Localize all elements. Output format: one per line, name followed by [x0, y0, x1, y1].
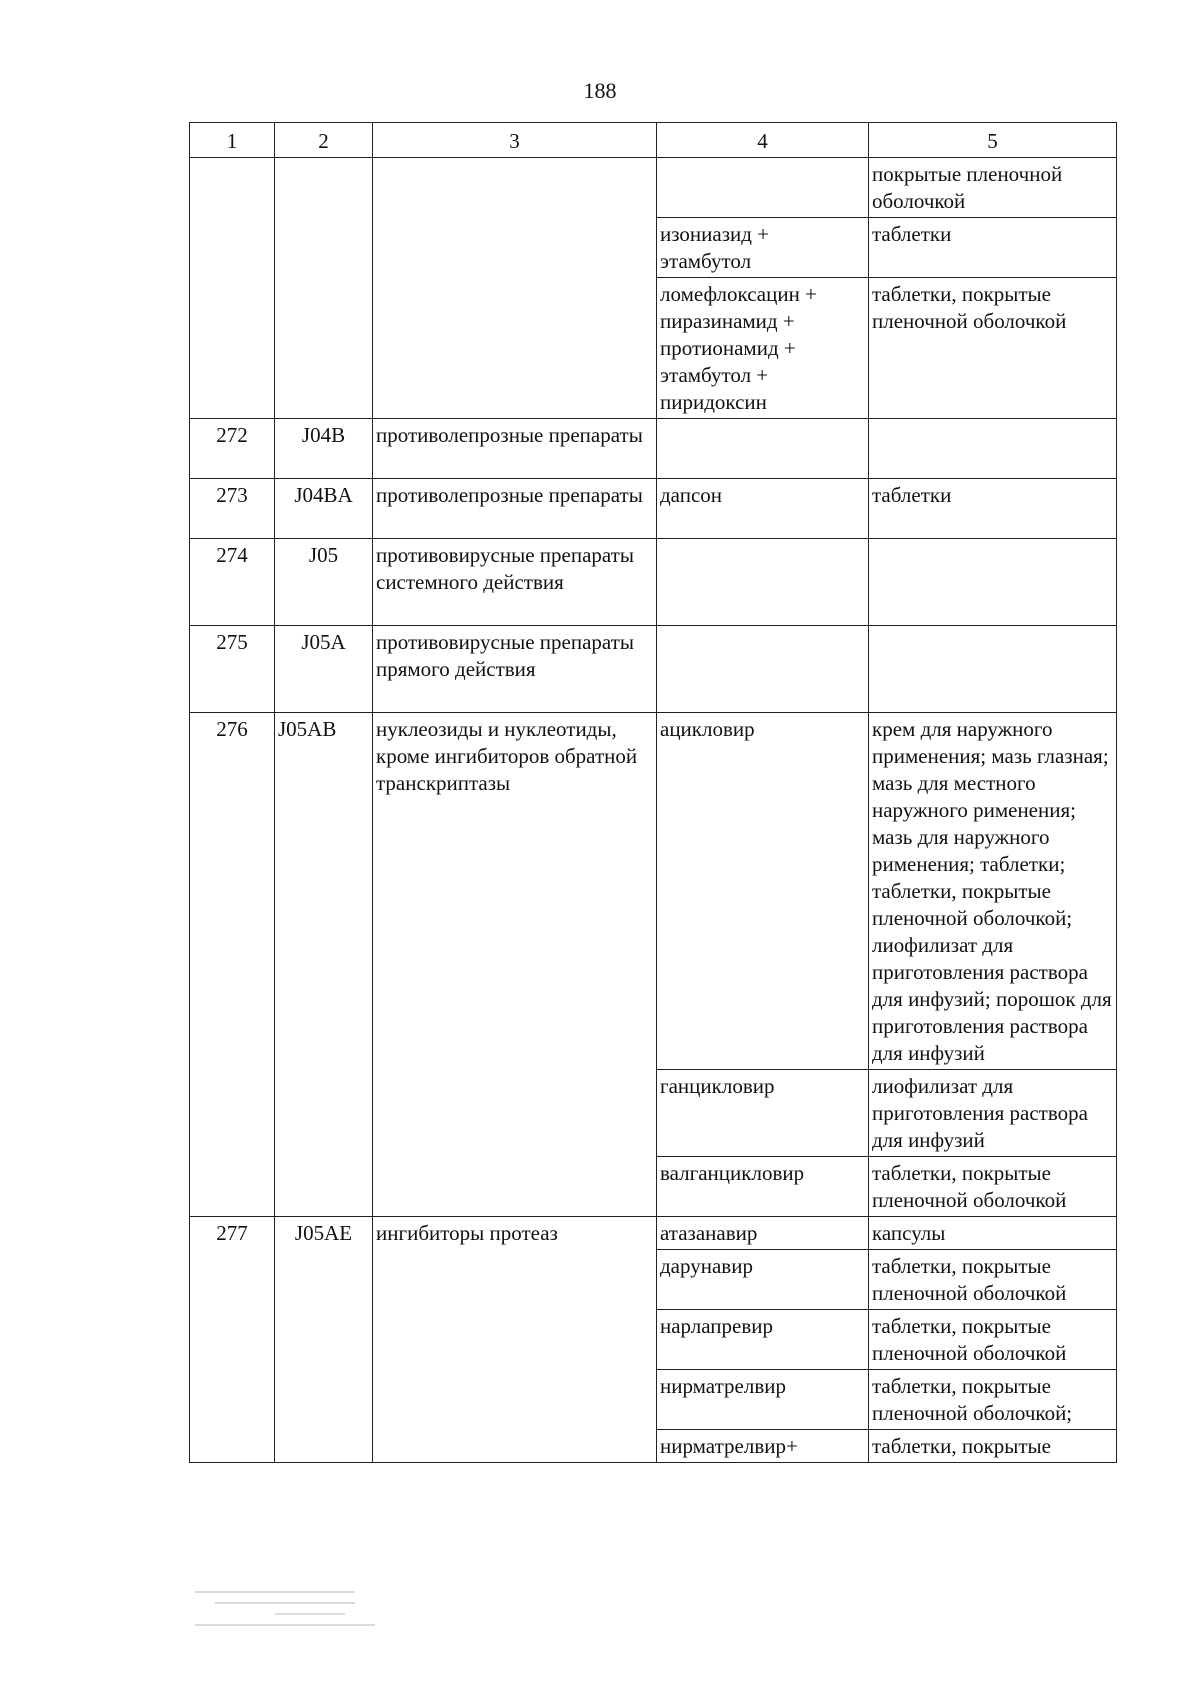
table-header-row — [190, 123, 1117, 158]
dosage-form: таблетки, покрытые пленочной оболочкой — [869, 1250, 1117, 1310]
row-number: 274 — [190, 539, 275, 626]
table-row — [190, 539, 1117, 626]
drug-name: дапсон — [657, 479, 869, 539]
atc-code: J04BA — [275, 479, 373, 539]
group-name: противовирусные препараты системного действия — [373, 539, 657, 626]
group-name: противолепрозные препараты — [373, 479, 657, 539]
table-row — [190, 713, 1117, 1070]
drug-table — [189, 122, 1117, 1463]
dosage-form — [869, 419, 1117, 479]
group-name: ингибиторы протеаз — [373, 1217, 657, 1463]
row-number: 276 — [190, 713, 275, 1217]
drug-name: нирматрелвир — [657, 1370, 869, 1430]
row-number — [190, 158, 275, 419]
table-row — [190, 1217, 1117, 1250]
dosage-form: лиофилизат для приготовления раствора для инфузий — [869, 1070, 1117, 1157]
dosage-form: таблетки, покрытые — [869, 1430, 1117, 1463]
dosage-form: крем для наружного применения; мазь глазная; мазь для местного наружного рименения; мазь для наружного рименения; таблетки; таблетки, покрытые пленочной оболочкой; лиофилизат для приготовления раствора для инфузий; порошок для приготовления раствора для инфузий — [869, 713, 1117, 1070]
atc-code: J05AB — [275, 713, 373, 1217]
row-number: 277 — [190, 1217, 275, 1463]
drug-name — [657, 419, 869, 479]
drug-name: нарлапревир — [657, 1310, 869, 1370]
dosage-form: таблетки, покрытые пленочной оболочкой — [869, 1157, 1117, 1217]
header-col-3: 3 — [373, 123, 657, 158]
atc-code — [275, 158, 373, 419]
row-number: 273 — [190, 479, 275, 539]
drug-name — [657, 158, 869, 218]
row-number: 275 — [190, 626, 275, 713]
drug-name: ганцикловир — [657, 1070, 869, 1157]
drug-name: изониазид + этамбутол — [657, 218, 869, 278]
table-row — [190, 626, 1117, 713]
drug-name — [657, 539, 869, 626]
group-name: противовирусные препараты прямого действия — [373, 626, 657, 713]
row-number: 272 — [190, 419, 275, 479]
group-name — [373, 158, 657, 419]
header-col-5: 5 — [869, 123, 1117, 158]
drug-name: ломефлоксацин + пиразинамид + протионамид + этамбутол + пиридоксин — [657, 278, 869, 419]
page-number: 188 — [583, 78, 617, 103]
group-name: противолепрозные препараты — [373, 419, 657, 479]
drug-name: нирматрелвир+ — [657, 1430, 869, 1463]
atc-code: J05 — [275, 539, 373, 626]
atc-code: J04B — [275, 419, 373, 479]
drug-name — [657, 626, 869, 713]
table-row — [190, 419, 1117, 479]
header-col-1: 1 — [190, 123, 275, 158]
drug-name: ацикловир — [657, 713, 869, 1070]
table-row — [190, 158, 1117, 218]
faded-stamp — [195, 1582, 395, 1652]
dosage-form: таблетки — [869, 218, 1117, 278]
dosage-form — [869, 626, 1117, 713]
dosage-form: капсулы — [869, 1217, 1117, 1250]
drug-name: атазанавир — [657, 1217, 869, 1250]
header-col-4: 4 — [657, 123, 869, 158]
dosage-form: таблетки, покрытые пленочной оболочкой — [869, 278, 1117, 419]
header-col-2: 2 — [275, 123, 373, 158]
dosage-form: таблетки, покрытые пленочной оболочкой; — [869, 1370, 1117, 1430]
atc-code: J05A — [275, 626, 373, 713]
dosage-form: таблетки — [869, 479, 1117, 539]
atc-code: J05AE — [275, 1217, 373, 1463]
dosage-form — [869, 539, 1117, 626]
drug-name: дарунавир — [657, 1250, 869, 1310]
group-name: нуклеозиды и нуклеотиды, кроме ингибиторов обратной транскриптазы — [373, 713, 657, 1217]
table-row — [190, 479, 1117, 539]
drug-name: валганцикловир — [657, 1157, 869, 1217]
dosage-form: таблетки, покрытые пленочной оболочкой — [869, 1310, 1117, 1370]
dosage-form: покрытые пленочной оболочкой — [869, 158, 1117, 218]
